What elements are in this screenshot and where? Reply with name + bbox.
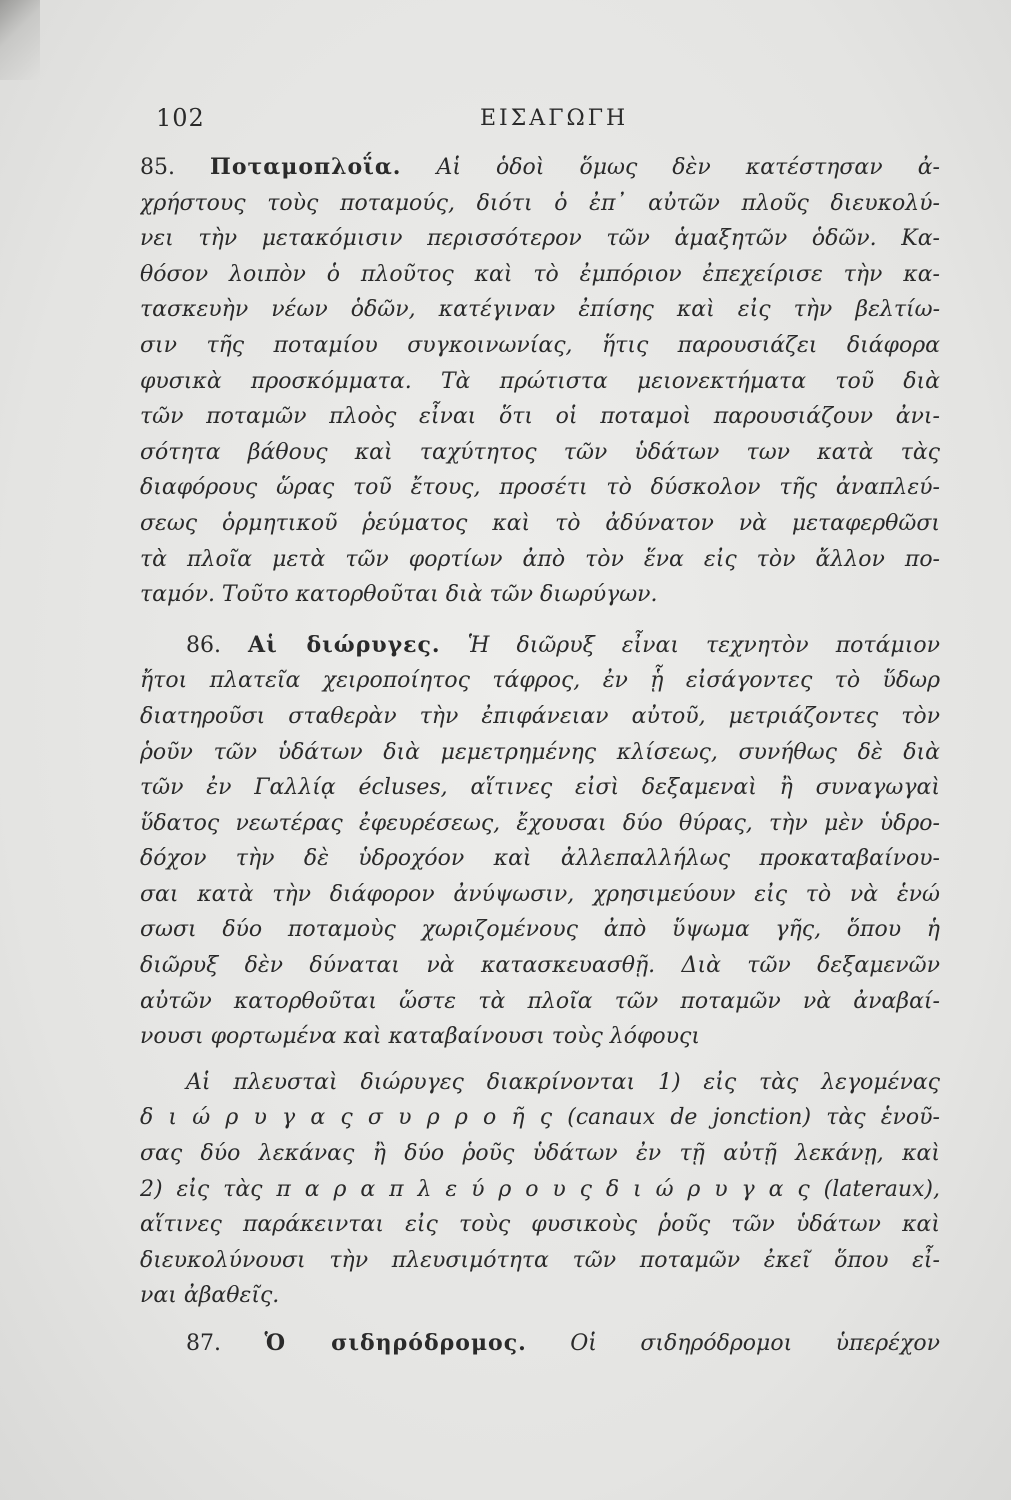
text-line: τῶν ποταμῶν πλοὸς εἶναι ὅτι οἱ ποταμοὶ παρουσιάζουν ἀνι- [140, 404, 940, 430]
text-line: τασκευὴν νέων ὁδῶν, κατέγιναν ἐπίσης καὶ εἰς τὴν βελτίω- [140, 297, 940, 323]
text-line [140, 150, 940, 186]
line-text: Ἡ διῶρυξ εἶναι τεχνητὸν ποτάμιον [467, 632, 940, 658]
text-line: τῶν ἐν Γαλλίᾳ écluses, αἵτινες εἰσὶ δεξαμεναὶ ἢ συναγωγαὶ [140, 775, 940, 801]
text-line: φυσικὰ προσκόμματα. Τὰ πρώτιστα μειονεκτήματα τοῦ διὰ [140, 368, 940, 394]
text-line: ῥοῦν τῶν ὑδάτων διὰ μεμετρημένης κλίσεως, συνήθως δὲ διὰ [140, 739, 940, 765]
text-line: σωσι δύο ποταμοὺς χωριζομένους ἀπὸ ὕψωμα γῆς, ὅπου ἡ [140, 917, 940, 943]
text-line: σαι κατὰ τὴν διάφορον ἀνύψωσιν, χρησιμεύουν εἰς τὸ νὰ ἑνώ [140, 881, 940, 907]
text-line: ταμόν. Τοῦτο κατορθοῦται διὰ τῶν διωρύγων. [140, 582, 658, 608]
text-line: σότητα βάθους καὶ ταχύτητος τῶν ὑδάτων των κατὰ τὰς [140, 439, 940, 465]
text-line: σιν τῆς ποταμίου συγκοινωνίας, ἥτις παρουσιάζει διάφορα [140, 332, 940, 358]
text-line: ἤτοι πλατεῖα χειροποίητος τάφρος, ἐν ᾗ εἰσάγοντες τὸ ὕδωρ [140, 668, 940, 694]
section-number: 87. [186, 1331, 221, 1356]
text-line: σεως ὁρμητικοῦ ῥεύματος καὶ τὸ ἀδύνατον νὰ μεταφερθῶσι [140, 510, 940, 536]
text-line: αἵτινες παράκεινται εἰς τοὺς φυσικοὺς ῥοῦς τῶν ὑδάτων καὶ [140, 1212, 940, 1238]
line-text: Αἱ ὁδοὶ ὅμως δὲν κατέστησαν ἀ- [436, 155, 940, 180]
text-line: θόσον λοιπὸν ὁ πλοῦτος καὶ τὸ ἐμπόριον ἐπεχείρισε τὴν κα- [140, 261, 940, 287]
text-line [140, 628, 940, 664]
section-heading: Αἱ διώρυγες. [248, 631, 441, 658]
section-87 [140, 1326, 940, 1362]
text-line: διευκολύνουσι τὴν πλευσιμότητα τῶν ποταμῶν ἐκεῖ ὅπου εἶ- [140, 1247, 940, 1273]
page-number: 102 [156, 104, 205, 132]
text-line: διῶρυξ δὲν δύναται νὰ κατασκευασθῇ. Διὰ τῶν δεξαμενῶν [140, 953, 940, 979]
page-header [150, 104, 900, 144]
text-line: δ ι ώ ρ υ γ α ς σ υ ρ ρ ο ῆ ς (canaux de jonction) τὰς ἑνοῦ- [140, 1105, 940, 1131]
text-line: τὰ πλοῖα μετὰ τῶν φορτίων ἀπὸ τὸν ἕνα εἰς τὸν ἄλλον πο- [140, 546, 940, 572]
section-heading: Ποταμοπλοΐα. [210, 154, 402, 180]
text-line: νει τὴν μετακόμισιν περισσότερον τῶν ἁμαξητῶν ὁδῶν. Κα- [140, 226, 940, 252]
text-line: Αἱ πλευσταὶ διώρυγες διακρίνονται 1) εἰς τὰς λεγομένας [186, 1069, 940, 1095]
text-line: ναι ἀβαθεῖς. [140, 1283, 280, 1309]
section-heading: Ὁ σιδηρόδρομος. [264, 1330, 527, 1356]
section-number: 86. [186, 632, 221, 658]
running-head: ΕΙΣΑΓΩΓΗ [480, 106, 629, 131]
text-line: ὕδατος νεωτέρας ἐφευρέσεως, ἔχουσαι δύο θύρας, τὴν μὲν ὑδρο- [140, 810, 940, 836]
text-line: νουσι φορτωμένα καὶ καταβαίνουσι τοὺς λόφουςι [140, 1024, 700, 1050]
text-line: αὐτῶν κατορθοῦται ὥστε τὰ πλοῖα τῶν ποταμῶν νὰ ἀναβαί- [140, 988, 940, 1014]
text-line: διατηροῦσι σταθερὰν τὴν ἐπιφάνειαν αὐτοῦ, μετριάζοντες τὸν [140, 703, 940, 729]
section-85 [140, 150, 940, 613]
section-number: 85. [140, 155, 175, 180]
text-line [140, 1326, 940, 1362]
text-line: δόχον τὴν δὲ ὑδροχόον καὶ ἀλλεπαλλήλως προκαταβαίνου- [140, 846, 940, 872]
text-line: σας δύο λεκάνας ἢ δύο ῥοῦς ὑδάτων ἐν τῇ αὐτῇ λεκάνῃ, καὶ [140, 1141, 940, 1167]
text-line: διαφόρους ὥρας τοῦ ἔτους, προσέτι τὸ δύσκολον τῆς ἀναπλεύ- [140, 475, 940, 501]
section-86 [140, 628, 940, 1314]
line-text: Οἱ σιδηρόδρομοι ὑπερέχον [570, 1331, 940, 1356]
body-text [140, 150, 940, 1362]
text-line: χρήστους τοὺς ποταμούς, διότι ὁ ἐπ᾽ αὐτῶν πλοῦς διευκολύ- [140, 190, 940, 216]
page-corner-shadow [0, 0, 40, 80]
text-line: 2) εἰς τὰς π α ρ α π λ ε ύ ρ ο υ ς δ ι ώ ρ υ γ α ς (lateraux), [140, 1176, 940, 1202]
